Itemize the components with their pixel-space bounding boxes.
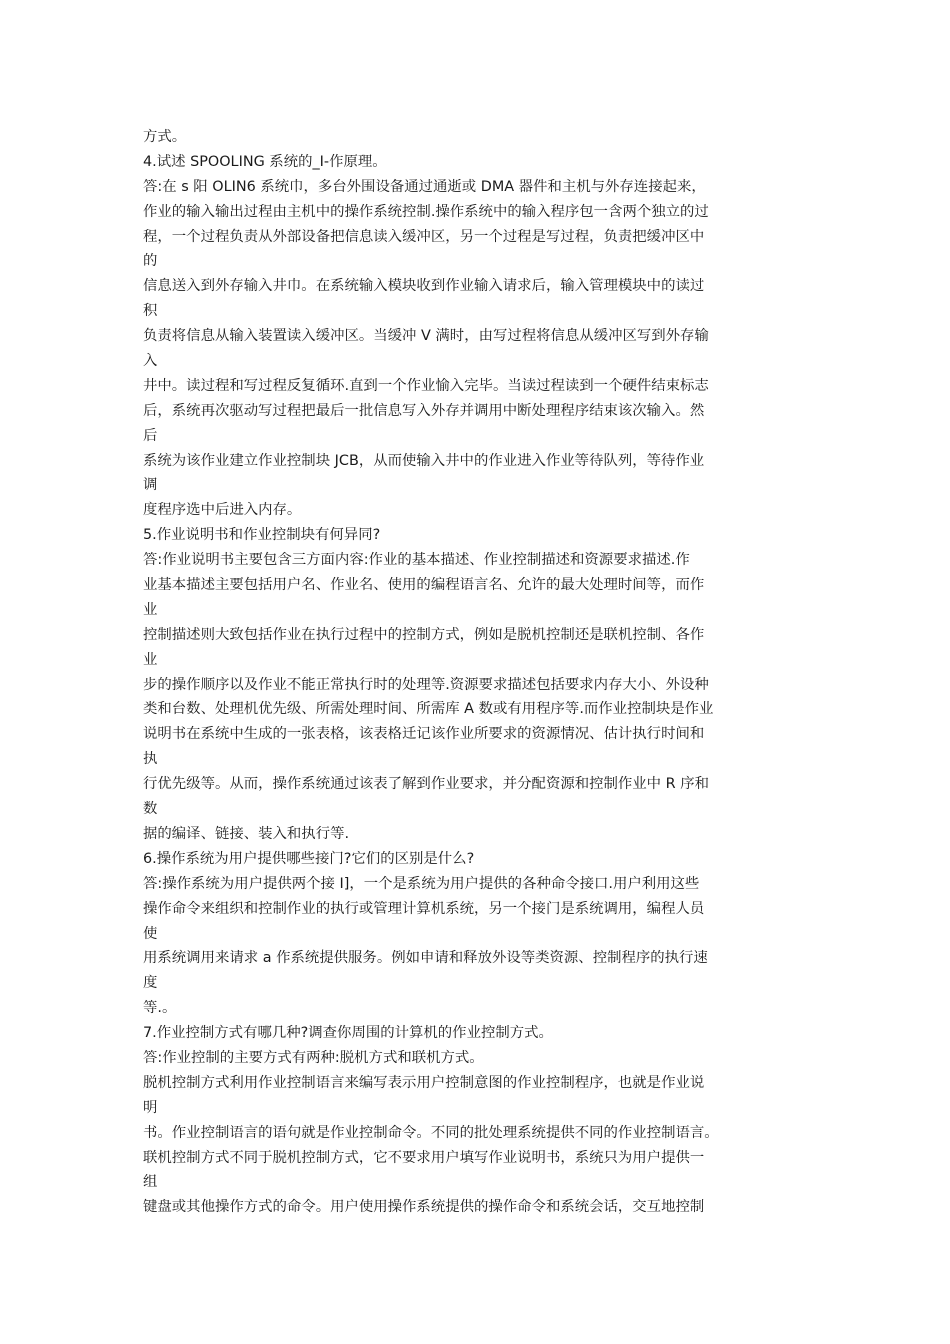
question-heading: 7.作业控制方式有哪几种?调查你周围的计算机的作业控制方式。 [143,1025,553,1042]
text-line: 作业的输入输出过程由主机中的操作系统控制.操作系统中的输入程序包一含两个独立的过 [143,203,709,220]
text-line: 使 [143,925,158,942]
text-line: 脱机控制方式利用作业控制语言来编写表示用户控制意图的作业控制程序，也就是作业说 [143,1074,705,1091]
text-line: 据的编译、链接、装入和执行等. [143,825,350,842]
text-line: 键盘或其他操作方式的命令。用户使用操作系统提供的操作命令和系统会话，交互地控制 [143,1199,705,1216]
text-line: 用系统调用来请求 a 作系统提供服务。例如申请和释放外设等类资源、控制程序的执行速 [143,950,708,967]
text-line: 业 [143,651,158,668]
text-line: 书。作业控制语言的语句就是作业控制命令。不同的批处理系统提供不同的作业控制语言。 [143,1124,719,1141]
text-line: 入 [143,353,158,370]
text-line: 操作命令来组织和控制作业的执行或管理计算机系统，另一个接门是系统调用，编程人员 [143,900,705,917]
question-heading: 4.试述 SPOOLING 系统的_I-作原理。 [143,153,387,170]
text-line: 类和台数、处理机优先级、所需处理时间、所需库 A 数或有用程序等.而作业控制块是作业 [143,701,714,718]
text-line: 系统为该作业建立作业控制块 JCB，从而使输入井中的作业进入作业等待队列，等待作业 [143,452,705,469]
text-line: 后 [143,427,158,444]
text-line: 明 [143,1099,158,1116]
text-line: 方式。 [143,129,187,145]
text-line: 程，一个过程负责从外部设备把信息读入缓冲区，另一个过程是写过程，负责把缓冲区中 [143,228,705,245]
text-line: 答:作业说明书主要包含三方面内容:作业的基本描述、作业控制描述和资源要求描述.作 [143,552,690,569]
text-line: 组 [143,1174,158,1191]
text-line: 步的操作顺序以及作业不能正常执行时的处理等.资源要求描述包括要求内存大小、外设种 [143,676,709,693]
text-line: 等.。 [143,1000,177,1017]
text-line: 执 [143,751,158,768]
text-line: 说明书在系统中生成的一张表格，该表格迁记该作业所要求的资源情况、估计执行时间和 [143,726,705,743]
text-line: 积 [143,303,158,320]
text-line: 度程序选中后进入内存。 [143,502,302,519]
text-line: 联机控制方式不同于脱机控制方式，它不要求用户填写作业说明书，系统只为用户提供一 [143,1149,705,1166]
text-line: 信息送入到外存输入井巾。在系统输入模块收到作业输入请求后，输入管理模块中的读过 [143,278,705,295]
question-heading: 6.操作系统为用户提供哪些接门?它们的区别是什么? [143,850,475,867]
text-line: 答:在 s 阳 OLIN6 系统巾，多台外围设备通过通逝或 DMA 器件和主机与外存连接起来， [143,178,706,195]
text-line: 后，系统再次驱动写过程把最后一批信息写入外存并调用中断处理程序结束该次输入。然 [143,402,705,419]
text-line: 控制描述则大致包括作业在执行过程中的控制方式，例如是脱机控制还是联机控制、各作 [143,626,705,643]
text-line: 业基本描述主要包括用户名、作业名、使用的编程语言名、允许的最大处理时间等，而作 [143,577,705,594]
text-line: 调 [143,477,158,494]
text-line: 行优先级等。从而，操作系统通过该表了解到作业要求，并分配资源和控制作业中 R 序和 [143,776,709,793]
text-line: 的 [143,253,158,270]
text-line: 度 [143,975,158,992]
text-line: 业 [143,601,158,618]
document-text [143,125,813,1220]
text-line: 井中。读过程和写过程反复循环.直到一个作业愉入完毕。当读过程读到一个硬件结束标志 [143,377,709,394]
text-line: 答:操作系统为用户提供两个接 I]，一个是系统为用户提供的各种命令接口.用户利用这些 [143,875,700,892]
text-line: 答:作业控制的主要方式有两种:脱机方式和联机方式。 [143,1049,484,1066]
text-line: 负责将信息从输入装置读入缓冲区。当缓冲 V 满时，由写过程将信息从缓冲区写到外存输 [143,328,709,345]
question-heading: 5.作业说明书和作业控制块有何异同? [143,527,381,544]
text-line: 数 [143,801,158,818]
